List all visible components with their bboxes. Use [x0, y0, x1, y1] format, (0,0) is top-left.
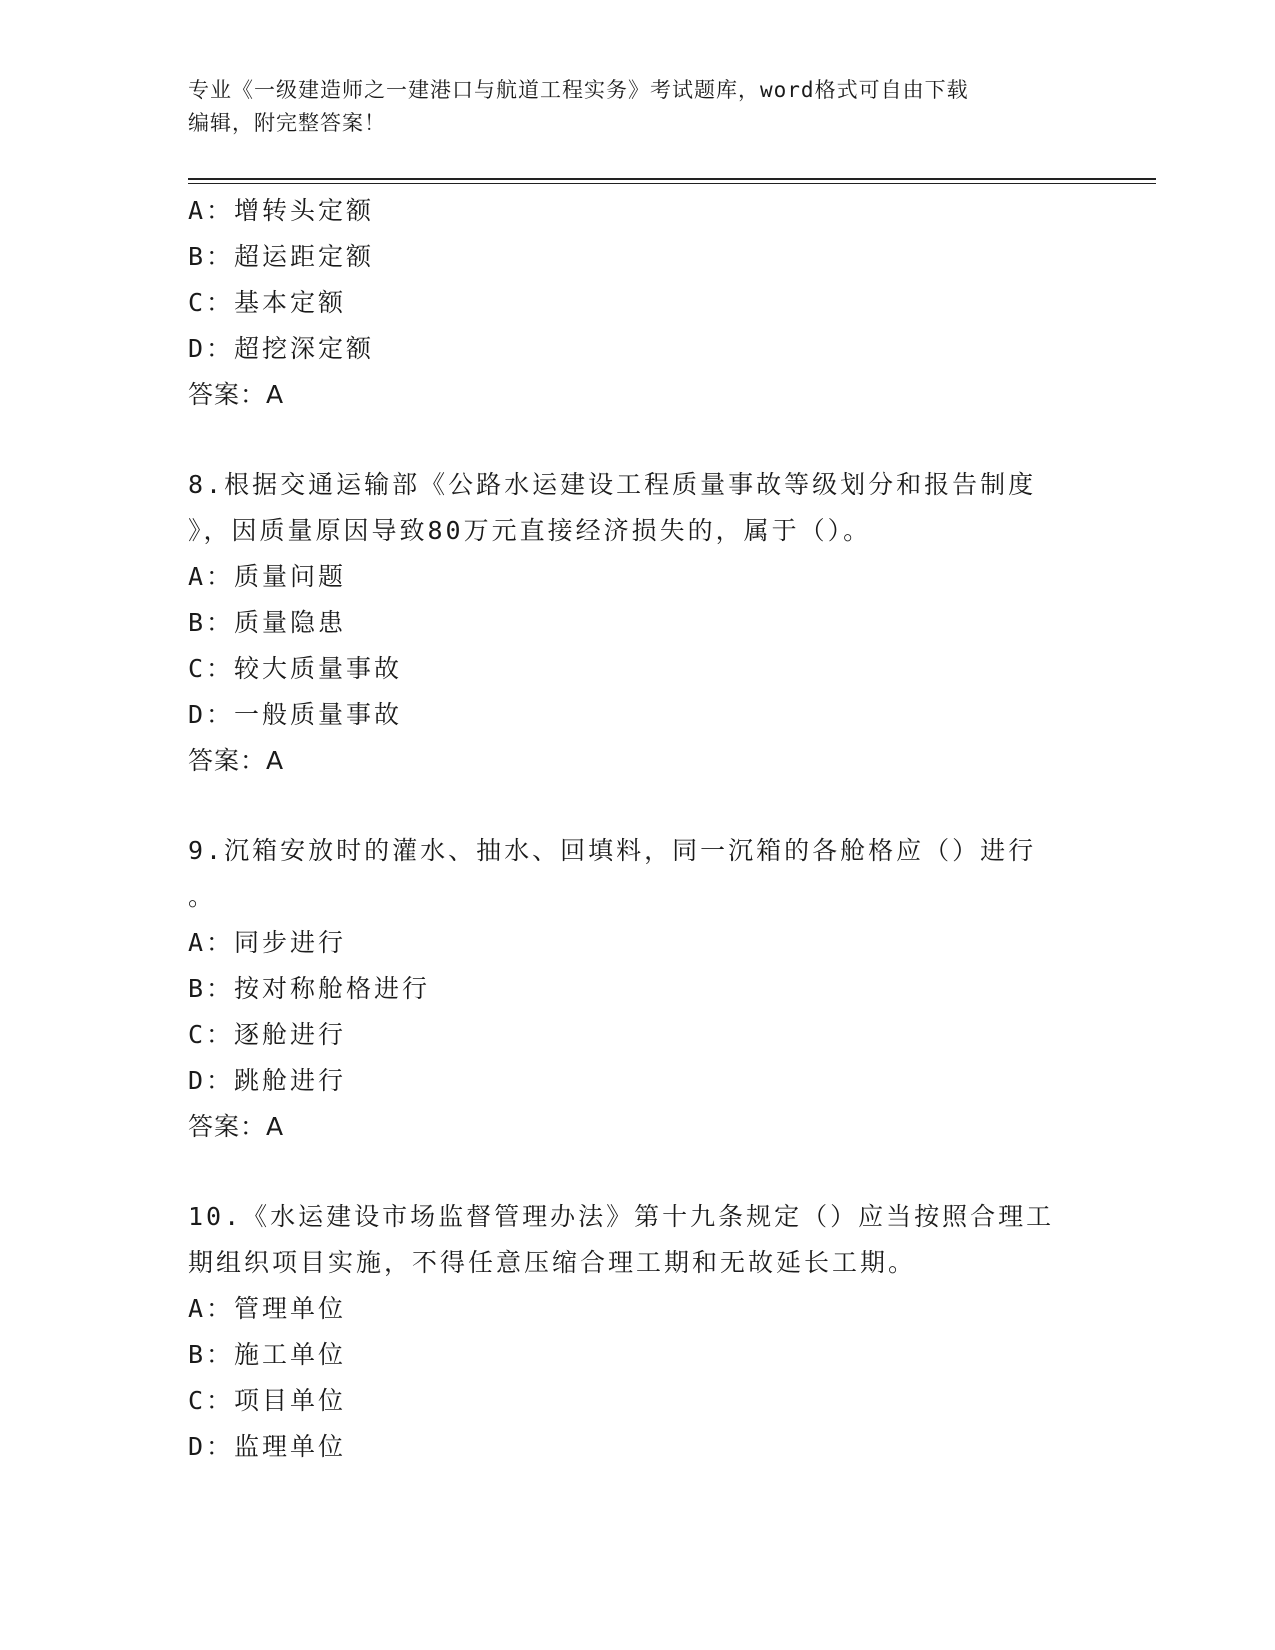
- document-header: [188, 74, 1088, 140]
- question-list: [188, 188, 1088, 1470]
- option-b: B：超运距定额: [188, 242, 375, 271]
- option-d: D：一般质量事故: [188, 700, 403, 729]
- answer-line: 答案：A: [188, 380, 285, 409]
- option-b: B：施工单位: [188, 1340, 347, 1369]
- header-divider-thick: [188, 178, 1156, 180]
- option-a: A：质量问题: [188, 562, 347, 591]
- question-stem-line-2: 。: [188, 882, 217, 911]
- option-c: C：逐舱进行: [188, 1020, 347, 1049]
- header-line-2: 编辑，附完整答案！: [188, 111, 386, 135]
- question-10: [188, 1194, 1088, 1470]
- answer-line: 答案：A: [188, 746, 285, 775]
- question-9: [188, 828, 1088, 1150]
- option-c: C：较大质量事故: [188, 654, 403, 683]
- option-c: C：项目单位: [188, 1386, 347, 1415]
- option-b: B：质量隐患: [188, 608, 347, 637]
- spacer: [188, 1150, 1088, 1194]
- option-c: C：基本定额: [188, 288, 347, 317]
- question-7: [188, 188, 1088, 418]
- option-a: A：管理单位: [188, 1294, 347, 1323]
- question-stem-line-2: 》，因质量原因导致80万元直接经济损失的，属于（）。: [188, 516, 872, 545]
- spacer: [188, 418, 1088, 462]
- answer-line: 答案：A: [188, 1112, 285, 1141]
- question-8: [188, 462, 1088, 784]
- question-stem-line-1: 10.《水运建设市场监督管理办法》第十九条规定（）应当按照合理工: [188, 1202, 1055, 1231]
- question-stem-line-1: 8.根据交通运输部《公路水运建设工程质量事故等级划分和报告制度: [188, 470, 1037, 499]
- header-divider-thin: [188, 183, 1156, 184]
- option-a: A：增转头定额: [188, 196, 375, 225]
- option-a: A：同步进行: [188, 928, 347, 957]
- option-b: B：按对称舱格进行: [188, 974, 431, 1003]
- question-stem-line-2: 期组织项目实施，不得任意压缩合理工期和无故延长工期。: [188, 1248, 917, 1277]
- option-d: D：监理单位: [188, 1432, 347, 1461]
- question-stem-line-1: 9.沉箱安放时的灌水、抽水、回填料，同一沉箱的各舱格应（）进行: [188, 836, 1037, 865]
- spacer: [188, 784, 1088, 828]
- option-d: D：超挖深定额: [188, 334, 375, 363]
- header-line-1: 专业《一级建造师之一建港口与航道工程实务》考试题库，word格式可自由下载: [188, 78, 969, 102]
- option-d: D：跳舱进行: [188, 1066, 347, 1095]
